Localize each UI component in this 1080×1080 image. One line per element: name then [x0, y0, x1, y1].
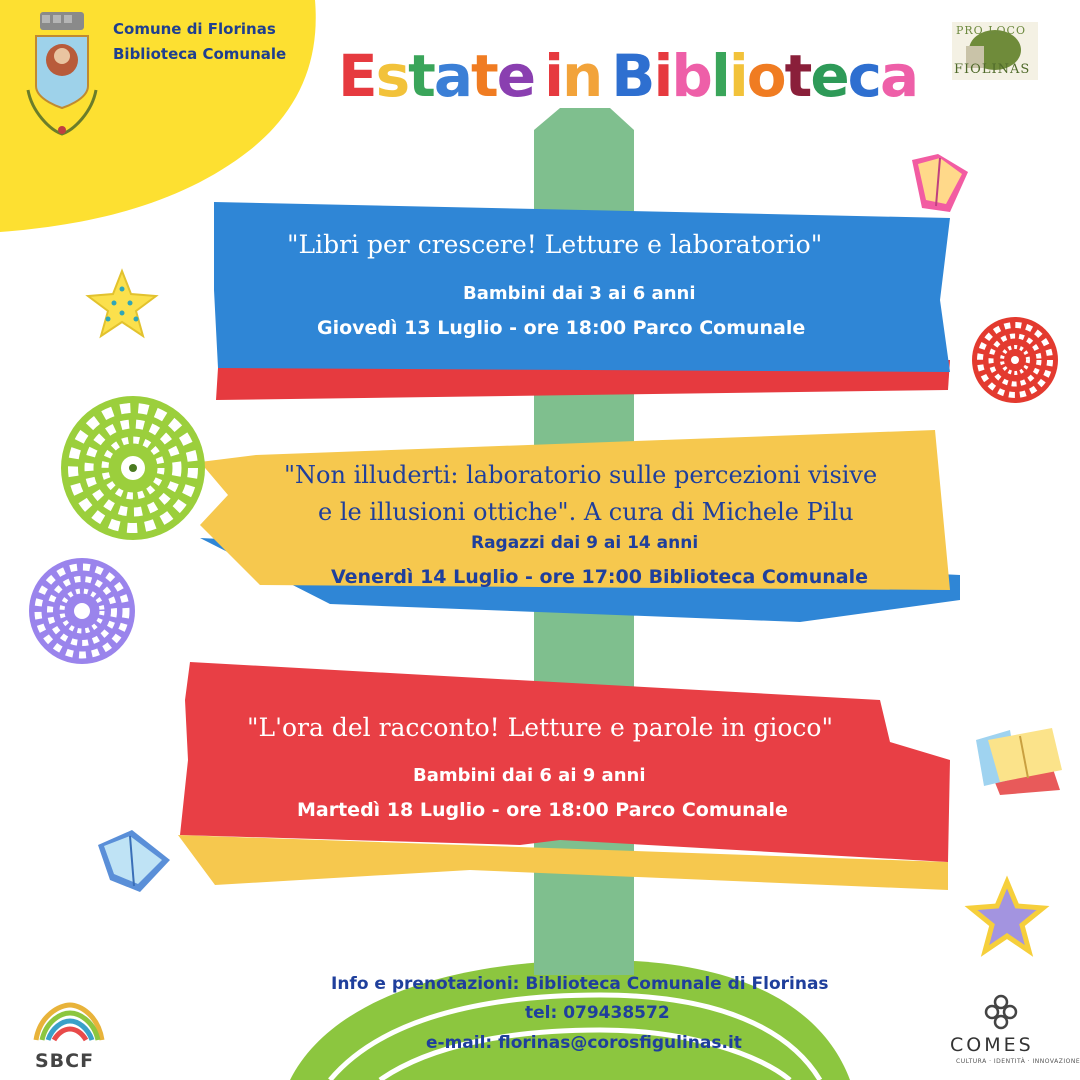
title-letter: a: [433, 42, 472, 110]
mandala-green-decoration: [61, 396, 205, 540]
event-2-title-line2: e le illusioni ottiche". A cura di Michele Pilu: [318, 498, 854, 526]
poster-title: [338, 38, 917, 114]
event-3-audience: Bambini dai 6 ai 9 anni: [413, 765, 646, 786]
title-letter: n: [562, 42, 602, 110]
book-decoration-open: [976, 728, 1062, 795]
title-letter: [601, 38, 611, 114]
event-3-when-where: Martedì 18 Luglio - ore 18:00 Parco Comunale: [297, 799, 788, 821]
title-letter: i: [544, 42, 562, 110]
proloco-label-top: PRO LOCO: [956, 24, 1026, 37]
mandala-purple-decoration: [29, 558, 135, 664]
book-decoration-blue: [98, 830, 170, 892]
title-letter: c: [847, 42, 881, 110]
telephone[interactable]: tel: 079438572: [525, 1003, 670, 1023]
proloco-label: FIOLINAS: [954, 62, 1031, 77]
title-letter: e: [496, 42, 535, 110]
title-letter: e: [810, 42, 848, 110]
comes-tagline: CULTURA · IDENTITÀ · INNOVAZIONE: [956, 1058, 1080, 1065]
title-letter: B: [611, 42, 654, 110]
sbcf-logo: [36, 1005, 102, 1040]
title-letter: s: [375, 42, 409, 110]
event-1-title: "Libri per crescere! Letture e laboratorio": [287, 230, 823, 259]
event-1-audience: Bambini dai 3 ai 6 anni: [463, 283, 696, 304]
mandala-red-decoration: [972, 317, 1058, 403]
org-name-comune: Comune di Florinas: [113, 20, 276, 38]
event-2-title-line1: "Non illuderti: laboratorio sulle percezioni visive: [284, 461, 878, 489]
title-letter: i: [653, 42, 672, 110]
event-2-audience: Ragazzi dai 9 ai 14 anni: [471, 533, 699, 553]
star-decoration-yellow: [88, 271, 156, 336]
title-letter: b: [671, 42, 711, 110]
title-letter: o: [746, 42, 785, 110]
email-link[interactable]: e-mail: florinas@corosfigulinas.it: [426, 1033, 742, 1053]
title-letter: t: [784, 42, 811, 110]
info-line: Info e prenotazioni: Biblioteca Comunale di Florinas: [331, 974, 829, 994]
title-letter: t: [408, 42, 434, 110]
title-letter: E: [338, 42, 376, 110]
event-2-when-where: Venerdì 14 Luglio - ore 17:00 Biblioteca Comunale: [331, 566, 868, 588]
sign-2-board: [200, 430, 960, 622]
star-decoration-purple: [971, 882, 1043, 951]
comes-logo: [986, 996, 1016, 1028]
title-letter: l: [710, 42, 729, 110]
title-letter: t: [471, 42, 497, 110]
event-1-when-where: Giovedì 13 Luglio - ore 18:00 Parco Comunale: [317, 317, 806, 339]
title-letter: a: [880, 42, 918, 110]
sbcf-label: SBCF: [35, 1050, 95, 1072]
org-name-biblioteca: Biblioteca Comunale: [113, 45, 287, 63]
title-letter: [534, 38, 544, 114]
book-decoration-pink: [912, 154, 968, 212]
event-3-title: "L'ora del racconto! Letture e parole in gioco": [247, 713, 833, 742]
title-letter: i: [728, 42, 747, 110]
comes-label: COMES: [950, 1034, 1034, 1056]
